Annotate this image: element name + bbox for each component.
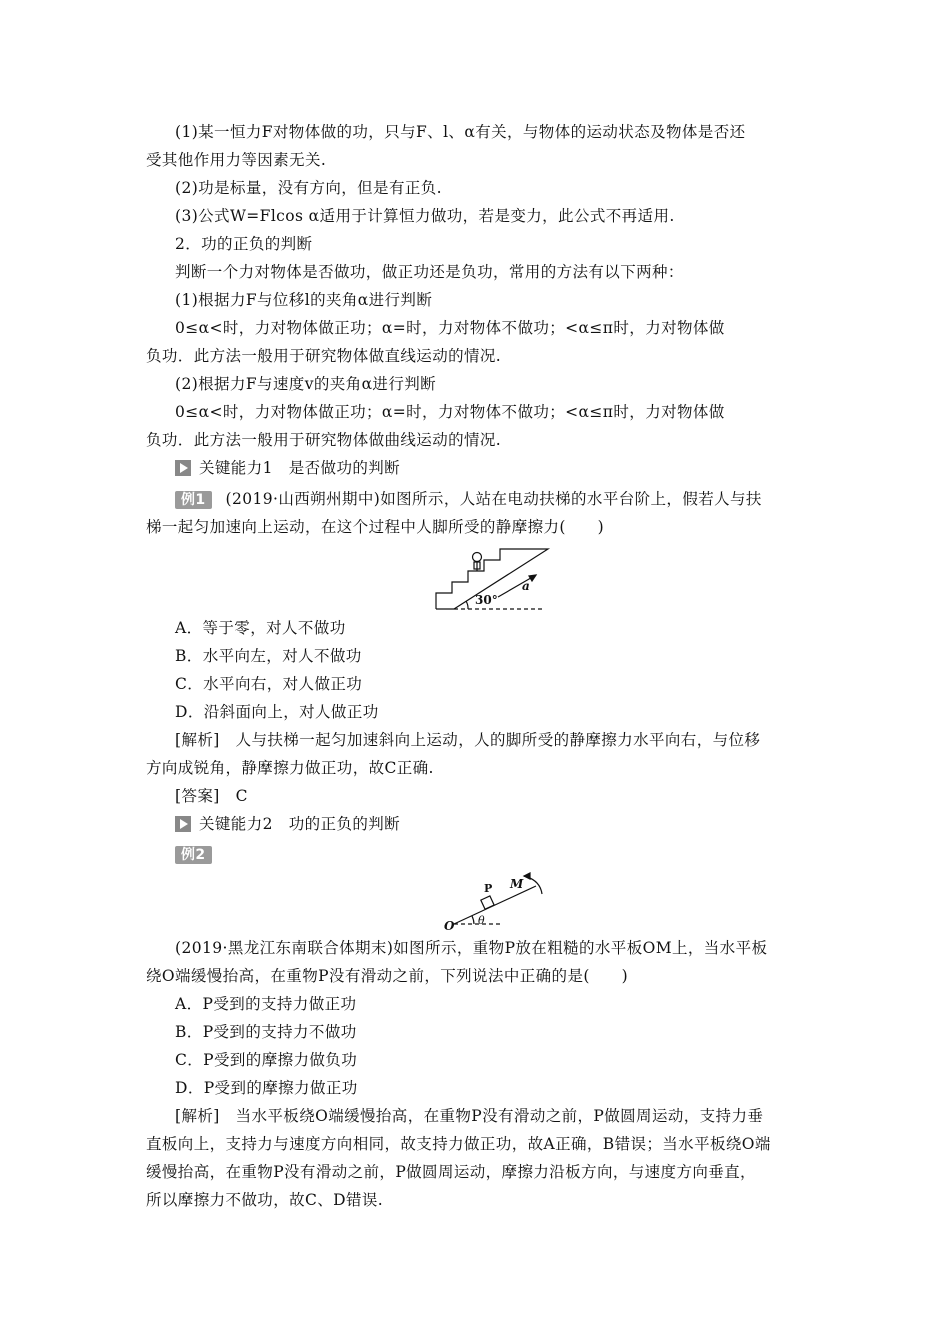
m-label: M	[510, 877, 524, 891]
text-line: (1)某一恒力F对物体做的功，只与F、l、α有关，与物体的运动状态及物体是否还	[175, 123, 746, 141]
play-marker-icon	[175, 816, 191, 832]
text-line: 受其他作用力等因素无关.	[146, 151, 327, 169]
text-line: 判断一个力对物体是否做功，做正功还是负功，常用的方法有以下两种：	[175, 263, 684, 281]
section-title: 关键能力1 是否做功的判断	[199, 459, 401, 477]
board-figure	[440, 868, 550, 933]
angle-label: 30°	[475, 593, 498, 607]
section-title: 关键能力2 功的正负的判断	[199, 815, 401, 833]
option-b: B．水平向左，对人不做功	[175, 647, 362, 665]
stem-text: (2019·山西朔州期中)如图所示，人站在电动扶梯的水平台阶上，假若人与扶	[225, 490, 762, 508]
section-heading-2	[175, 814, 400, 834]
text-line: (2)功是标量，没有方向，但是有正负.	[175, 179, 442, 197]
p-label: P	[484, 882, 493, 895]
theta-label: θ	[478, 914, 485, 927]
analysis-line: 直板向上，支持力与速度方向相同，故支持力做正功，故A正确，B错误；当水平板绕O端	[146, 1135, 771, 1153]
escalator-figure	[430, 545, 550, 615]
analysis-line: 所以摩擦力不做功，故C、D错误.	[146, 1191, 384, 1209]
option-d: D．P受到的摩擦力做正功	[175, 1079, 358, 1097]
analysis-line: [解析] 人与扶梯一起匀加速斜向上运动，人的脚所受的静摩擦力水平向右，与位移	[175, 731, 761, 749]
option-a: A．P受到的支持力做正功	[175, 995, 357, 1013]
example-badge: 例1	[175, 491, 212, 509]
option-c: C．P受到的摩擦力做负功	[175, 1051, 358, 1069]
text-line: (1)根据力F与位移l的夹角α进行判断	[175, 291, 433, 309]
analysis-line: [解析] 当水平板绕O端缓慢抬高，在重物P没有滑动之前，P做圆周运动，支持力垂	[175, 1107, 764, 1125]
text-line: 负功．此方法一般用于研究物体做直线运动的情况.	[146, 347, 502, 365]
play-marker-icon	[175, 460, 191, 476]
text-line: (3)公式W=Flcos α适用于计算恒力做功，若是变力，此公式不再适用.	[175, 207, 675, 225]
analysis-line: 缓慢抬高，在重物P没有滑动之前，P做圆周运动，摩擦力沿板方向，与速度方向垂直，	[146, 1163, 756, 1181]
heading-line: 2．功的正负的判断	[175, 235, 313, 253]
example-1-stem	[175, 489, 762, 509]
example-badge: 例2	[175, 846, 212, 864]
accel-label: a	[522, 579, 530, 593]
section-heading-1	[175, 458, 400, 478]
answer-line: [答案] C	[175, 787, 248, 805]
option-a: A．等于零，对人不做功	[175, 619, 346, 637]
text-line: (2)根据力F与速度v的夹角α进行判断	[175, 375, 437, 393]
option-b: B．P受到的支持力不做功	[175, 1023, 357, 1041]
analysis-line: 方向成锐角，静摩擦力做正功，故C正确.	[146, 759, 434, 777]
option-d: D．沿斜面向上，对人做正功	[175, 703, 379, 721]
text-line: 负功．此方法一般用于研究物体做曲线运动的情况.	[146, 431, 502, 449]
example-2-stem: (2019·黑龙江东南联合体期末)如图所示，重物P放在粗糙的水平板OM上，当水平板	[175, 939, 768, 957]
text-line: 梯一起匀加速向上运动，在这个过程中人脚所受的静摩擦力( )	[146, 518, 605, 536]
text-line: 0≤α<时，力对物体做正功；α=时，力对物体不做功；<α≤π时，力对物体做	[175, 403, 725, 421]
text-line: 绕O端缓慢抬高，在重物P没有滑动之前，下列说法中正确的是( )	[146, 967, 629, 985]
option-c: C．水平向右，对人做正功	[175, 675, 363, 693]
text-line: 0≤α<时，力对物体做正功；α=时，力对物体不做功；<α≤π时，力对物体做	[175, 319, 725, 337]
o-label: O	[444, 919, 455, 933]
example-2-badge-line	[175, 844, 226, 864]
